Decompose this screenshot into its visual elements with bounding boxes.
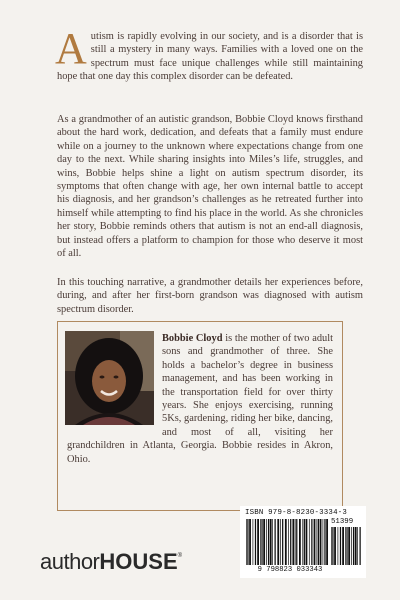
- narrative-paragraph: In this touching narrative, a grandmother details her experiences before, during, and after her first-born grandson was diagnosed with autism spectrum disorder.: [57, 277, 363, 315]
- author-bio-text: [67, 332, 333, 466]
- isbn-text: ISBN 979-8-8230-3334-3: [245, 509, 347, 517]
- logo-house: HOUSE: [99, 549, 178, 574]
- publisher-logo: [40, 549, 182, 575]
- logo-author: author: [40, 549, 100, 574]
- price-code: 51399: [331, 518, 354, 526]
- barcode-digits: 9 798823 033343: [257, 566, 323, 574]
- logo-registered-mark: ®: [177, 553, 182, 559]
- story-paragraph: As a grandmother of an autistic grandson, Bobbie Cloyd knows firsthand about the hard work, dedication, and defeats that a family must endure while on a journey to the unknown where expectations change from one day to the next. While sharing insights into Miles’s life, struggles, and wins, Bobbie helps shine a light on autism spectrum disorder, its symptoms that often change with age, her own internal battle to accept his diagnosis, and her grandson’s challenges as he retreated further into himself while attempting to find his place in the world. As she chronicles her story, Bobbie reminds others that autism is not an end-all diagnosis, but instead offers a platform to champion for those who deserve it most of all.: [57, 114, 363, 260]
- author-bio-body: is the mother of two adult sons and grandmother of three. She holds a bachelor’s degree in business management, and has been working in the transportation field for over thirty years. She enjoys exercising, running 5Ks, gardening, riding her bike, dancing, and most of all, visiting her grandchildren in Atlanta, Georgia. Bobbie resides in Akron, Ohio.: [67, 333, 333, 465]
- author-bio-box: [57, 321, 343, 511]
- barcode-area: [240, 506, 366, 578]
- intro-text: utism is rapidly evolving in our society, and is a disorder that is still a mystery in many ways. Families with a loved one on the spectrum must face unique challenges while still maintaining hope that one day this complex disorder can be defeated.: [57, 31, 363, 83]
- author-name: Bobbie Cloyd: [162, 333, 223, 344]
- intro-paragraph: [55, 24, 363, 84]
- drop-cap: A: [55, 24, 87, 73]
